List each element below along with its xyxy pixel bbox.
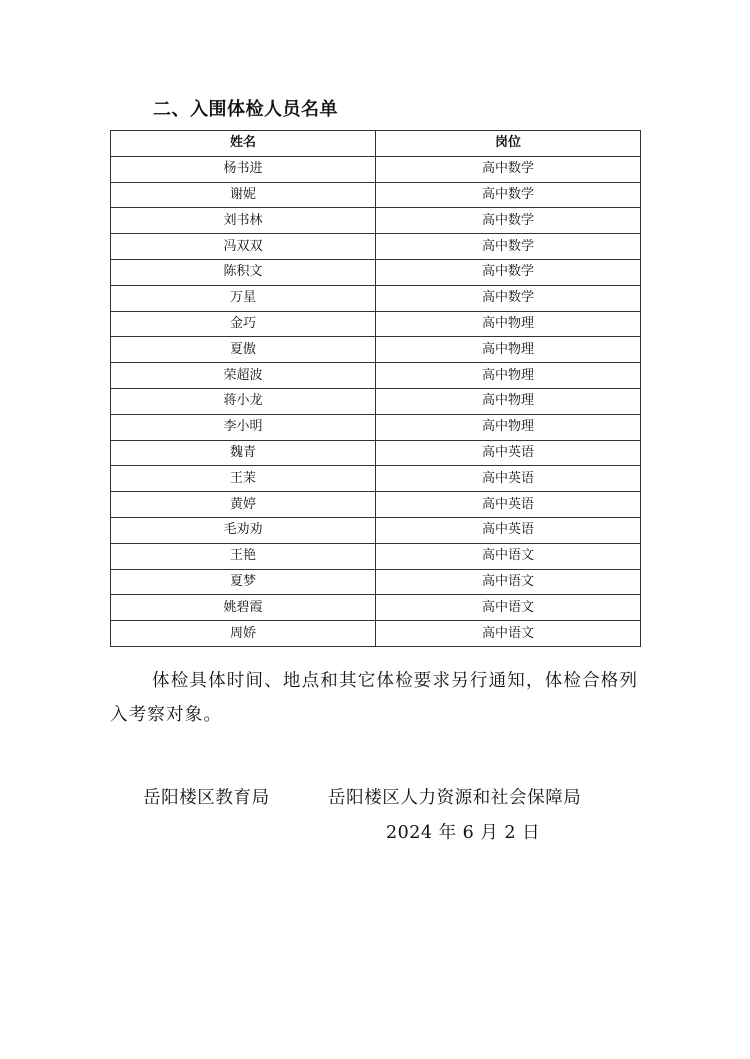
cell-position: 高中语文	[376, 569, 641, 595]
header-name: 姓名	[111, 131, 376, 157]
cell-name: 金巧	[111, 311, 376, 337]
cell-position: 高中数学	[376, 234, 641, 260]
cell-position: 高中物理	[376, 311, 641, 337]
cell-position: 高中物理	[376, 414, 641, 440]
table-row	[111, 440, 641, 466]
cell-name: 蒋小龙	[111, 388, 376, 414]
cell-position: 高中英语	[376, 440, 641, 466]
cell-name: 姚碧霞	[111, 595, 376, 621]
cell-name: 周娇	[111, 621, 376, 647]
table-row	[111, 285, 641, 311]
cell-name: 夏傲	[111, 337, 376, 363]
notice-paragraph: 体检具体时间、地点和其它体检要求另行通知，体检合格列入考察对象。	[110, 671, 639, 725]
cell-name: 刘书林	[111, 208, 376, 234]
cell-name: 陈积文	[111, 259, 376, 285]
table-row	[111, 595, 641, 621]
cell-position: 高中数学	[376, 259, 641, 285]
cell-name: 毛劝劝	[111, 517, 376, 543]
table-row	[111, 208, 641, 234]
cell-name: 黄婷	[111, 492, 376, 518]
cell-position: 高中物理	[376, 363, 641, 389]
table-row	[111, 311, 641, 337]
table-row	[111, 156, 641, 182]
cell-position: 高中数学	[376, 285, 641, 311]
signature-hr-bureau: 岳阳楼区人力资源和社会保障局	[328, 788, 582, 808]
table-row	[111, 517, 641, 543]
table-row	[111, 337, 641, 363]
cell-name: 夏梦	[111, 569, 376, 595]
cell-name: 荣超波	[111, 363, 376, 389]
cell-name: 王茉	[111, 466, 376, 492]
table-row	[111, 234, 641, 260]
cell-name: 冯双双	[111, 234, 376, 260]
cell-position: 高中语文	[376, 621, 641, 647]
cell-name: 魏青	[111, 440, 376, 466]
cell-position: 高中语文	[376, 543, 641, 569]
cell-name: 谢妮	[111, 182, 376, 208]
cell-name: 杨书进	[111, 156, 376, 182]
candidate-table	[110, 130, 641, 647]
table-row	[111, 543, 641, 569]
cell-name: 万星	[111, 285, 376, 311]
table-header-row	[111, 131, 641, 157]
table-row	[111, 259, 641, 285]
cell-position: 高中数学	[376, 156, 641, 182]
table-row	[111, 363, 641, 389]
cell-position: 高中数学	[376, 182, 641, 208]
table-row	[111, 492, 641, 518]
signature-education-bureau: 岳阳楼区教育局	[143, 788, 270, 808]
table-row	[111, 182, 641, 208]
document-date: 2024 年 6 月 2 日	[386, 823, 541, 843]
cell-position: 高中英语	[376, 492, 641, 518]
cell-position: 高中数学	[376, 208, 641, 234]
table-row	[111, 621, 641, 647]
cell-position: 高中物理	[376, 337, 641, 363]
section-title: 二、入围体检人员名单	[153, 99, 338, 120]
cell-position: 高中语文	[376, 595, 641, 621]
cell-position: 高中物理	[376, 388, 641, 414]
table-row	[111, 388, 641, 414]
table-body	[111, 156, 641, 646]
table-row	[111, 466, 641, 492]
table-row	[111, 569, 641, 595]
cell-name: 李小明	[111, 414, 376, 440]
cell-position: 高中英语	[376, 517, 641, 543]
cell-position: 高中英语	[376, 466, 641, 492]
cell-name: 王艳	[111, 543, 376, 569]
table-row	[111, 414, 641, 440]
header-position: 岗位	[376, 131, 641, 157]
